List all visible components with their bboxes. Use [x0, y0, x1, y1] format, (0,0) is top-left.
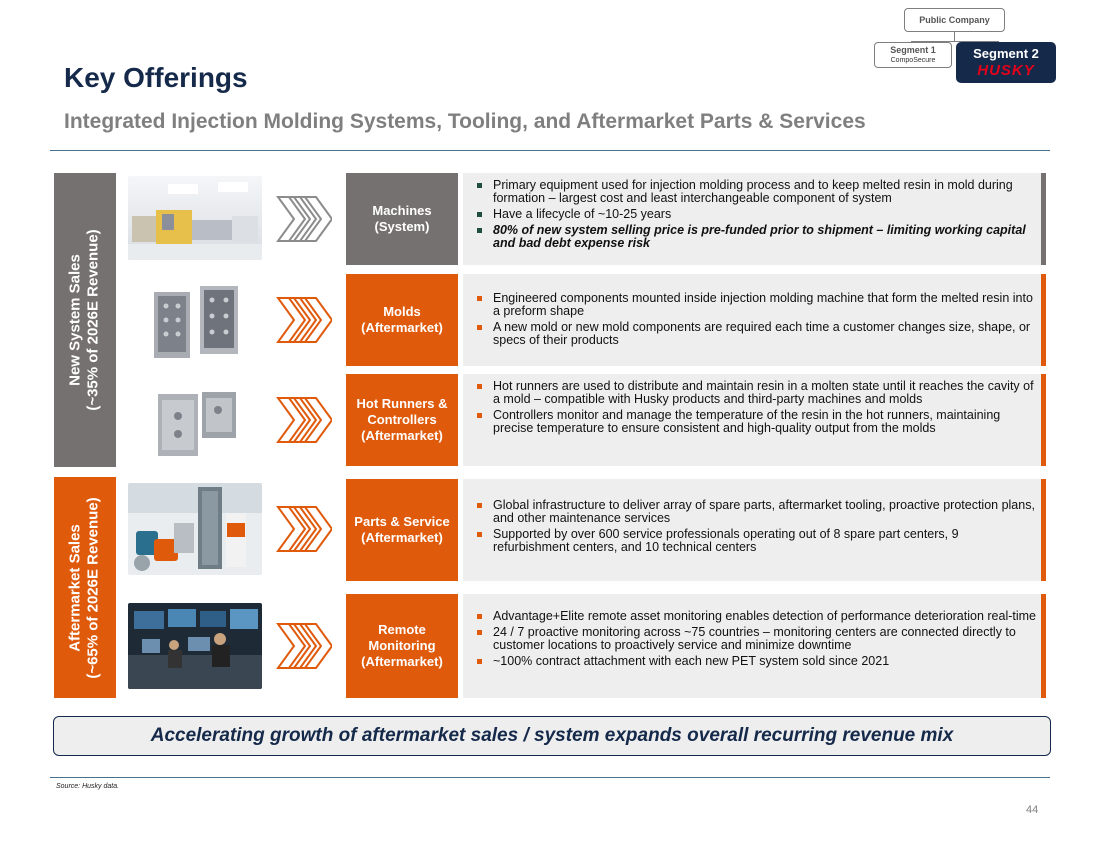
spare-parts-photo — [128, 483, 262, 575]
source-note: Source: Husky data. — [56, 783, 120, 790]
aftermarket-sales-share: (~65% of 2026E Revenue) — [85, 496, 102, 679]
preform-molds-photo — [128, 280, 262, 362]
offering-row-machines — [0, 173, 1100, 265]
offering-description-machines — [463, 173, 1046, 265]
bullet-item — [475, 292, 1038, 318]
segment1-box — [874, 42, 952, 68]
bullet-text: Engineered components mounted inside injection molding machine that form the melted resin into a preform shape — [493, 291, 1033, 318]
label-line: Hot Runners & — [356, 396, 448, 411]
bullet-item — [475, 321, 1038, 347]
injection-molding-machine-photo — [128, 176, 262, 260]
bullet-text: Controllers monitor and manage the temperature of the resin in the hot runners, maintaining precise temperature to ensure consistent and high-quality output from the molds — [493, 408, 1001, 435]
row-edge-accent — [1041, 479, 1046, 581]
bullet-item — [475, 380, 1038, 406]
offering-description-parts-service — [463, 479, 1046, 581]
row-edge-accent — [1041, 173, 1046, 265]
bullet-text: Advantage+Elite remote asset monitoring enables detection of performance deterioration real-time — [493, 609, 1037, 623]
page-title: Key Offerings — [64, 62, 248, 93]
bullet-item — [475, 528, 1038, 554]
label-line: Machines — [372, 203, 432, 218]
footer-divider — [50, 777, 1050, 778]
label-line: Remote — [378, 622, 426, 637]
label-line: (Aftermarket) — [361, 320, 443, 335]
bullet-text: A new mold or new mold components are required each time a customer changes size, shape, or specs of their products — [493, 320, 1031, 347]
offering-label-hot-runners — [346, 374, 458, 466]
label-line: Parts & Service — [354, 514, 450, 529]
compsecure-logo: CompoSecure — [890, 57, 936, 64]
bullet-text: Hot runners are used to distribute and maintain resin in a molten state until it reaches the cavity of a mold – compatible with Husky products and third-party machines and molds — [493, 379, 1034, 406]
offering-row-molds — [0, 274, 1100, 366]
bullet-text: Global infrastructure to deliver array of spare parts, aftermarket tooling, proactive protection plans, and other maintenance services — [493, 498, 1035, 525]
hot-runner-photo — [128, 380, 262, 462]
page-number: 44 — [1026, 804, 1039, 816]
bullet-text: Have a lifecycle of ~10-25 years — [493, 207, 672, 221]
label-line: Monitoring — [368, 638, 436, 653]
husky-logo: HUSKY — [977, 62, 1035, 79]
bullet-item — [475, 626, 1038, 652]
new-system-sales-share: (~35% of 2026E Revenue) — [85, 229, 102, 411]
bullet-item — [475, 179, 1038, 205]
bullet-item — [475, 208, 1038, 221]
offering-label-molds — [346, 274, 458, 366]
monitoring-center-photo — [128, 603, 262, 689]
chevron-arrow-icon — [276, 396, 332, 444]
header-divider — [50, 150, 1050, 151]
row-edge-accent — [1041, 374, 1046, 466]
label-line: (Aftermarket) — [361, 530, 443, 545]
bullet-item — [475, 409, 1038, 435]
offering-description-molds — [463, 274, 1046, 366]
bullet-item — [475, 499, 1038, 525]
bullet-text: 80% of new system selling price is pre-funded prior to shipment – limiting working capital and bad debt expense risk — [493, 223, 1026, 250]
bullet-text: 24 / 7 proactive monitoring across ~75 countries – monitoring centers are connected directly to customer locations to proactively service and minimize downtime — [493, 625, 1016, 652]
chevron-arrow-icon — [276, 195, 332, 243]
label-line: Molds — [383, 304, 421, 319]
page-subtitle: Integrated Injection Molding Systems, Tooling, and Aftermarket Parts & Services — [64, 110, 866, 133]
offering-label-machines — [346, 173, 458, 265]
segment2-box — [956, 42, 1056, 83]
offering-row-remote-monitoring — [0, 594, 1100, 698]
summary-banner: Accelerating growth of aftermarket sales / system expands overall recurring revenue mix — [53, 716, 1051, 756]
label-line: (Aftermarket) — [361, 428, 443, 443]
new-system-sales-title: New System Sales — [67, 254, 84, 386]
offering-label-remote-monitoring — [346, 594, 458, 698]
chevron-arrow-icon — [276, 505, 332, 553]
row-edge-accent — [1041, 594, 1046, 698]
offering-description-hot-runners — [463, 374, 1046, 466]
offering-row-parts-service — [0, 477, 1100, 581]
bullet-text: ~100% contract attachment with each new PET system sold since 2021 — [493, 654, 890, 668]
label-line: Controllers — [367, 412, 437, 427]
bullet-item — [475, 610, 1038, 623]
bullet-item — [475, 224, 1038, 250]
offering-description-remote-monitoring — [463, 594, 1046, 698]
chevron-arrow-icon — [276, 296, 332, 344]
chevron-arrow-icon — [276, 622, 332, 670]
segment2-label: Segment 2 — [973, 46, 1039, 61]
offering-row-hot-runners — [0, 374, 1100, 466]
public-company-box: Public Company — [904, 8, 1005, 32]
label-line: (System) — [374, 219, 430, 234]
aftermarket-sales-title: Aftermarket Sales — [67, 523, 84, 652]
bullet-text: Supported by over 600 service professionals operating out of 8 spare part centers, 9 refurbishment centers, and 10 technical centers — [493, 527, 959, 554]
offering-label-parts-service — [346, 479, 458, 581]
segment1-label: Segment 1 — [890, 45, 936, 55]
bullet-item — [475, 655, 1038, 668]
label-line: (Aftermarket) — [361, 654, 443, 669]
row-edge-accent — [1041, 274, 1046, 366]
bullet-text: Primary equipment used for injection molding process and to keep melted resin in mold during formation – largest cost and least interchangeable component of system — [493, 178, 1013, 205]
